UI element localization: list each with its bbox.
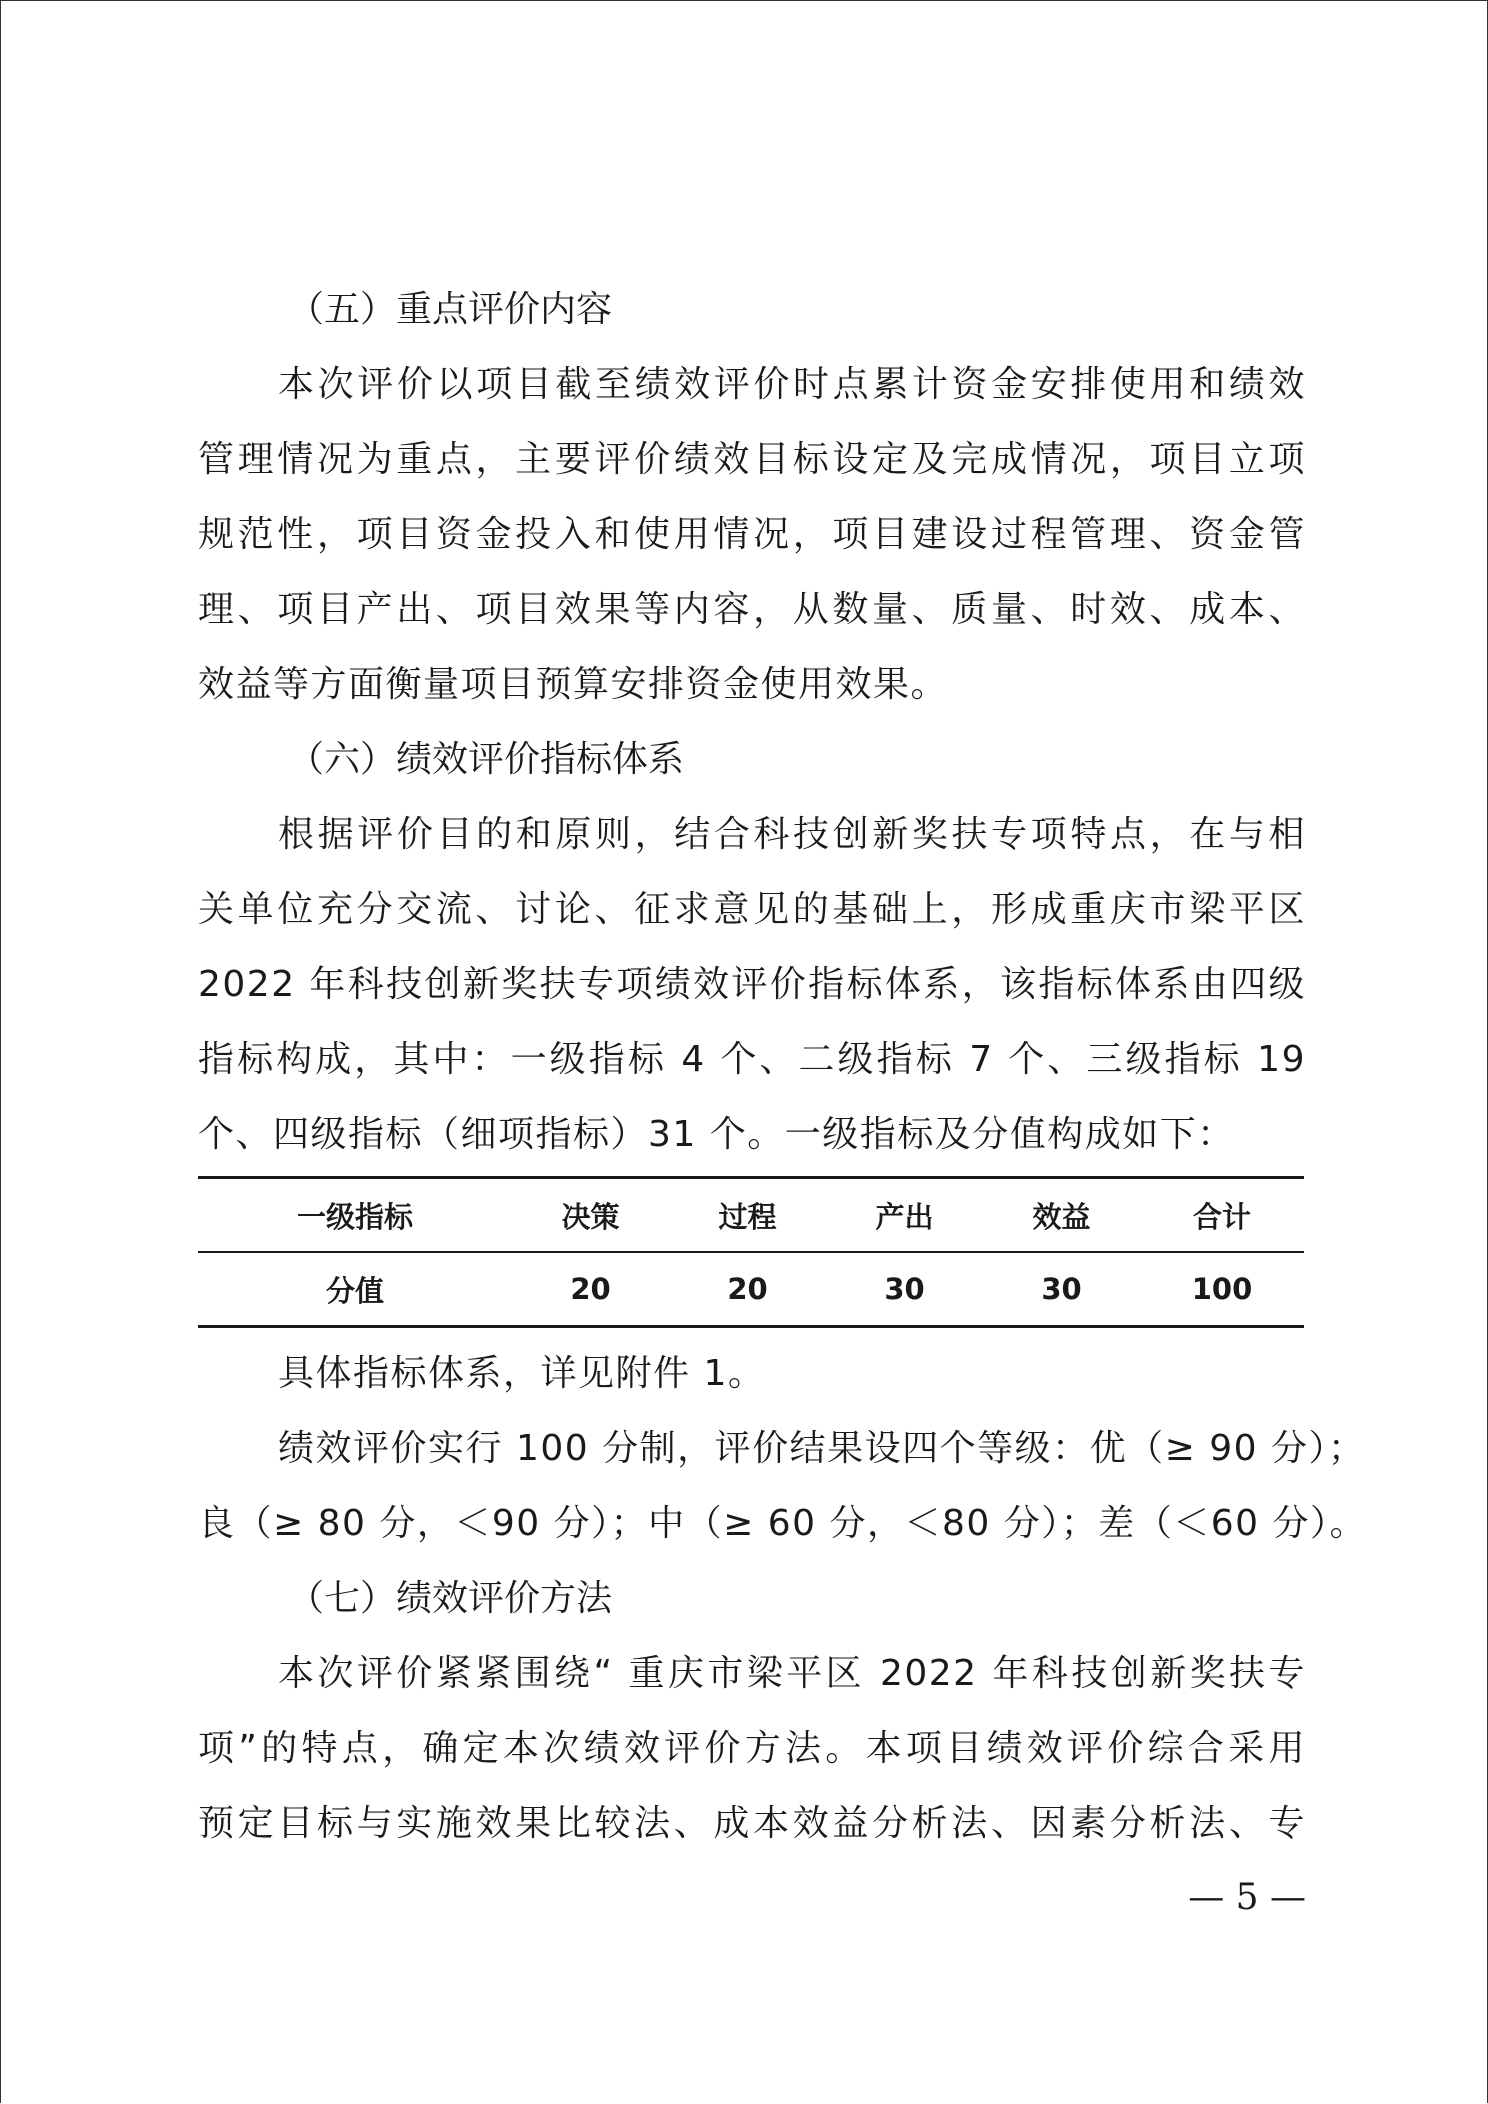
paragraph-line: 指标构成，其中：一级指标 4 个、二级指标 7 个、三级指标 19 (198, 1039, 1306, 1080)
table-cell: 20 (570, 1272, 611, 1306)
paragraph-line: 规范性，项目资金投入和使用情况，项目建设过程管理、资金管 (198, 514, 1306, 555)
paragraph-line: 理、项目产出、项目效果等内容，从数量、质量、时效、成本、 (198, 589, 1306, 630)
table-header-cell: 合计 (1193, 1199, 1252, 1234)
table-header-cell: 一级指标 (296, 1199, 413, 1234)
paragraph-line: 2022 年科技创新奖扶专项绩效评价指标体系，该指标体系由四级 (198, 964, 1306, 1005)
section-5-paragraph (198, 347, 1306, 722)
section-6-paragraph (198, 797, 1306, 1172)
paragraph-line: 具体指标体系，详见附件 1。 (278, 1353, 766, 1394)
paragraph-line: 个、四级指标（细项指标）31 个。一级指标及分值构成如下： (198, 1114, 1235, 1155)
paragraph-line: 预定目标与实施效果比较法、成本效益分析法、因素分析法、专 (198, 1803, 1306, 1844)
table-cell: 20 (727, 1272, 768, 1306)
table-cell: 30 (1041, 1272, 1082, 1306)
grading-paragraph (198, 1411, 1367, 1561)
table-cell: 分值 (325, 1273, 384, 1308)
paragraph-line: 管理情况为重点，主要评价绩效目标设定及完成情况，项目立项 (198, 439, 1306, 480)
table-header-cell: 过程 (718, 1199, 777, 1234)
section-7-heading: （七）绩效评价方法 (288, 1578, 613, 1619)
paragraph-line: 本次评价以项目截至绩效评价时点累计资金安排使用和绩效 (278, 364, 1306, 405)
paragraph-line: 绩效评价实行 100 分制，评价结果设四个等级：优（≥ 90 分）； (278, 1428, 1366, 1469)
indicator-score-table (198, 1176, 1304, 1328)
section-6-heading: （六）绩效评价指标体系 (288, 739, 685, 780)
paragraph-line: 根据评价目的和原则，结合科技创新奖扶专项特点，在与相 (278, 814, 1306, 855)
table-cell: 100 (1191, 1272, 1253, 1306)
paragraph-line: 关单位充分交流、讨论、征求意见的基础上，形成重庆市梁平区 (198, 889, 1306, 930)
page-number: — 5 — (1188, 1877, 1306, 1918)
table-header-cell: 决策 (561, 1199, 620, 1234)
paragraph-line: 本次评价紧紧围绕“ 重庆市梁平区 2022 年科技创新奖扶专 (278, 1653, 1306, 1694)
table-row (198, 1252, 1304, 1327)
table-note-paragraph (198, 1336, 1306, 1411)
section-7-paragraph (198, 1636, 1306, 1861)
paragraph-line: 项”的特点，确定本次绩效评价方法。本项目绩效评价综合采用 (198, 1728, 1306, 1769)
table-header-row (198, 1178, 1304, 1253)
table-cell: 30 (884, 1272, 925, 1306)
table-header-cell: 效益 (1032, 1199, 1091, 1234)
section-5-heading: （五）重点评价内容 (288, 289, 613, 330)
paragraph-line: 良（≥ 80 分，＜90 分）；中（≥ 60 分，＜80 分）；差（＜60 分）。 (198, 1503, 1367, 1544)
table-header-cell: 产出 (875, 1199, 934, 1234)
document-body (198, 272, 1367, 1861)
paragraph-line: 效益等方面衡量项目预算安排资金使用效果。 (198, 664, 949, 705)
